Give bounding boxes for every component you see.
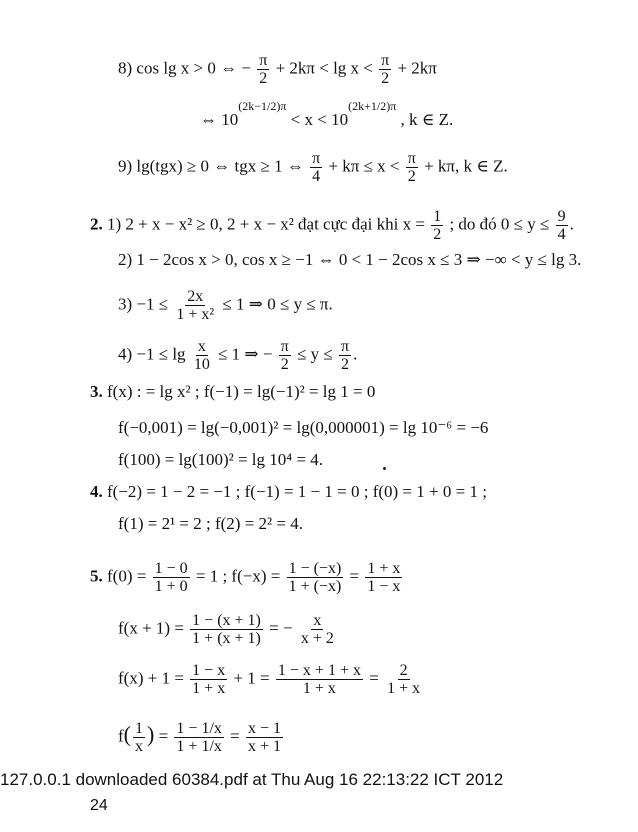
numerator: 1 − 1/x: [176, 720, 222, 737]
text: f(x) : = lg x² ; f(−1) = lg(−1)² = lg 1 = 0: [107, 382, 376, 401]
numerator: π: [407, 150, 416, 167]
eq-8-line1: [118, 52, 437, 87]
fraction: [287, 560, 344, 595]
denominator: 2: [381, 70, 390, 87]
fraction: [174, 720, 223, 755]
text: + 2kπ < lg x <: [275, 58, 373, 78]
denominator: 2: [407, 168, 416, 185]
numerator: x − 1: [247, 720, 282, 737]
denominator: 2: [259, 70, 268, 87]
problem-3-line3: [118, 450, 323, 470]
denominator: 1 + x²: [176, 306, 215, 323]
text: < x < 10: [290, 110, 349, 129]
problem-2-part3: [118, 288, 333, 323]
numerator: π: [381, 52, 390, 69]
denominator: 1 + 0: [154, 578, 188, 595]
fraction: [299, 612, 336, 647]
text: =: [158, 726, 169, 746]
fraction: [310, 150, 322, 185]
text: f(−2) = 1 − 2 = −1 ; f(−1) = 1 − 1 = 0 ; f(0) = 1 + 0 = 1 ;: [107, 482, 487, 501]
fraction: [431, 208, 443, 243]
numerator: x: [313, 612, 322, 629]
fraction: [192, 338, 212, 373]
fraction: [385, 662, 422, 697]
numerator: π: [312, 150, 321, 167]
text: f(−0,001) = lg(−0,001)² = lg(0,000001) = lg 10⁻⁶ = −6: [118, 418, 489, 437]
page-number: 24: [90, 797, 108, 814]
denominator: 4: [312, 168, 321, 185]
numerator: x: [197, 338, 206, 355]
exponent: (2k−1/2)π: [238, 99, 287, 114]
text: =: [230, 726, 240, 746]
numerator: 1 − 0: [154, 560, 188, 577]
text: = 1 ; f(−x) =: [195, 566, 281, 586]
problem-5-line1: [90, 560, 404, 595]
problem-4-line1: [90, 482, 487, 502]
fraction: [365, 560, 402, 595]
denominator: 1 + (x + 1): [192, 630, 261, 647]
fraction: [153, 560, 190, 595]
fraction: [257, 52, 269, 87]
numerator: 1 + x: [367, 560, 401, 577]
text: , k ∈ Z.: [400, 110, 454, 129]
denominator: 10: [193, 356, 210, 373]
text: =: [369, 668, 379, 688]
denominator: 2: [341, 356, 350, 373]
numerator: 1 − x: [192, 662, 226, 679]
exponent: (2k+1/2)π: [348, 99, 397, 114]
text: = −: [269, 618, 293, 638]
denominator: x: [135, 738, 143, 755]
speck: [383, 467, 386, 470]
numerator: 1 − (−x): [288, 560, 342, 577]
problem-number: 4.: [90, 482, 103, 501]
problem-5-line4: f( $\frac{1}{x}$ ) = $\frac{1 - 1/x}{1 + 1/x}$ = $\frac{x - 1}{x + 1}$: [118, 720, 282, 755]
text: f: [118, 726, 124, 746]
text: .: [353, 344, 358, 364]
fraction: [190, 662, 227, 697]
numerator: π: [280, 338, 289, 355]
text: 8) cos lg x > 0 ⇔ −: [118, 58, 251, 78]
download-stamp: 127.0.0.1 downloaded 60384.pdf at Thu Aug 16 22:13:22 ICT 2012: [0, 770, 504, 789]
problem-3-line2: [118, 418, 488, 438]
denominator: 1 + 1/x: [176, 738, 222, 755]
text: 1) 2 + x − x² ≥ 0, 2 + x − x² đạt cực đại khi x =: [107, 214, 425, 234]
text: + kπ ≤ x <: [328, 156, 400, 176]
fraction: [174, 288, 216, 323]
text: f(x + 1) =: [118, 618, 184, 638]
problem-number: 3.: [90, 382, 103, 401]
eq-9: [118, 150, 508, 185]
text: 4) −1 ≤ lg: [118, 344, 186, 364]
numerator: π: [259, 52, 268, 69]
denominator: 1 + x: [387, 680, 421, 697]
text: + 2kπ: [397, 58, 437, 78]
problem-5-line2: [118, 612, 338, 647]
numerator: π: [340, 338, 350, 355]
problem-2-part1: [90, 208, 574, 243]
fraction: [276, 662, 363, 697]
problem-4-line2: [118, 514, 303, 534]
problem-5-line3: [118, 662, 424, 697]
denominator: 1 + x: [192, 680, 226, 697]
text: ≤ 1 ⇒ −: [218, 344, 273, 364]
problem-number: 5.: [90, 566, 103, 586]
text: f(1) = 2¹ = 2 ; f(2) = 2² = 4.: [118, 514, 303, 533]
fraction: [556, 208, 568, 243]
text: ; do đó 0 ≤ y ≤: [449, 214, 550, 234]
problem-number: 2.: [90, 214, 103, 234]
fraction: [379, 52, 391, 87]
numerator: 2x: [187, 288, 204, 305]
fraction: [190, 612, 263, 647]
text: ≤ y ≤: [297, 344, 333, 364]
fraction: [406, 150, 418, 185]
text: f(x) + 1 =: [118, 668, 184, 688]
denominator: x + 2: [300, 630, 334, 647]
text: f(100) = lg(100)² = lg 10⁴ = 4.: [118, 450, 324, 469]
text: ⇔ 10: [200, 110, 239, 129]
text: .: [569, 214, 574, 234]
problem-2-part4: [118, 338, 357, 373]
numerator: 1: [433, 208, 442, 225]
denominator: 4: [557, 226, 566, 243]
denominator: 2: [433, 226, 442, 243]
problem-3-line1: [90, 382, 375, 402]
text: 2) 1 − 2cos x > 0, cos x ≥ −1 ⇔ 0 < 1 − 2cos x ≤ 3 ⇒ −∞ < y ≤ lg 3.: [118, 250, 582, 269]
fraction: [246, 720, 283, 755]
text: =: [349, 566, 360, 586]
text: + 1 =: [233, 668, 270, 688]
denominator: 2: [280, 356, 289, 373]
numerator: 1 − (x + 1): [192, 612, 261, 629]
denominator: 1 − x: [367, 578, 401, 595]
text: + kπ, k ∈ Z.: [424, 156, 508, 176]
numerator: 9: [557, 208, 566, 225]
denominator: 1 + (−x): [288, 578, 342, 595]
text: 9) lg(tgx) ≥ 0 ⇔ tgx ≥ 1 ⇔: [118, 156, 304, 176]
numerator: 2: [399, 662, 408, 679]
fraction: [339, 338, 351, 373]
problem-2-part2: [118, 250, 581, 270]
numerator: 1: [135, 720, 143, 737]
text: 3) −1 ≤: [118, 294, 169, 314]
text: ≤ 1 ⇒ 0 ≤ y ≤ π.: [222, 294, 333, 314]
numerator: 1 − x + 1 + x: [277, 662, 361, 679]
text: f(0) =: [107, 566, 147, 586]
denominator: 1 + x: [302, 680, 336, 697]
fraction: [279, 338, 291, 373]
fraction: [133, 720, 145, 755]
denominator: x + 1: [247, 738, 282, 755]
